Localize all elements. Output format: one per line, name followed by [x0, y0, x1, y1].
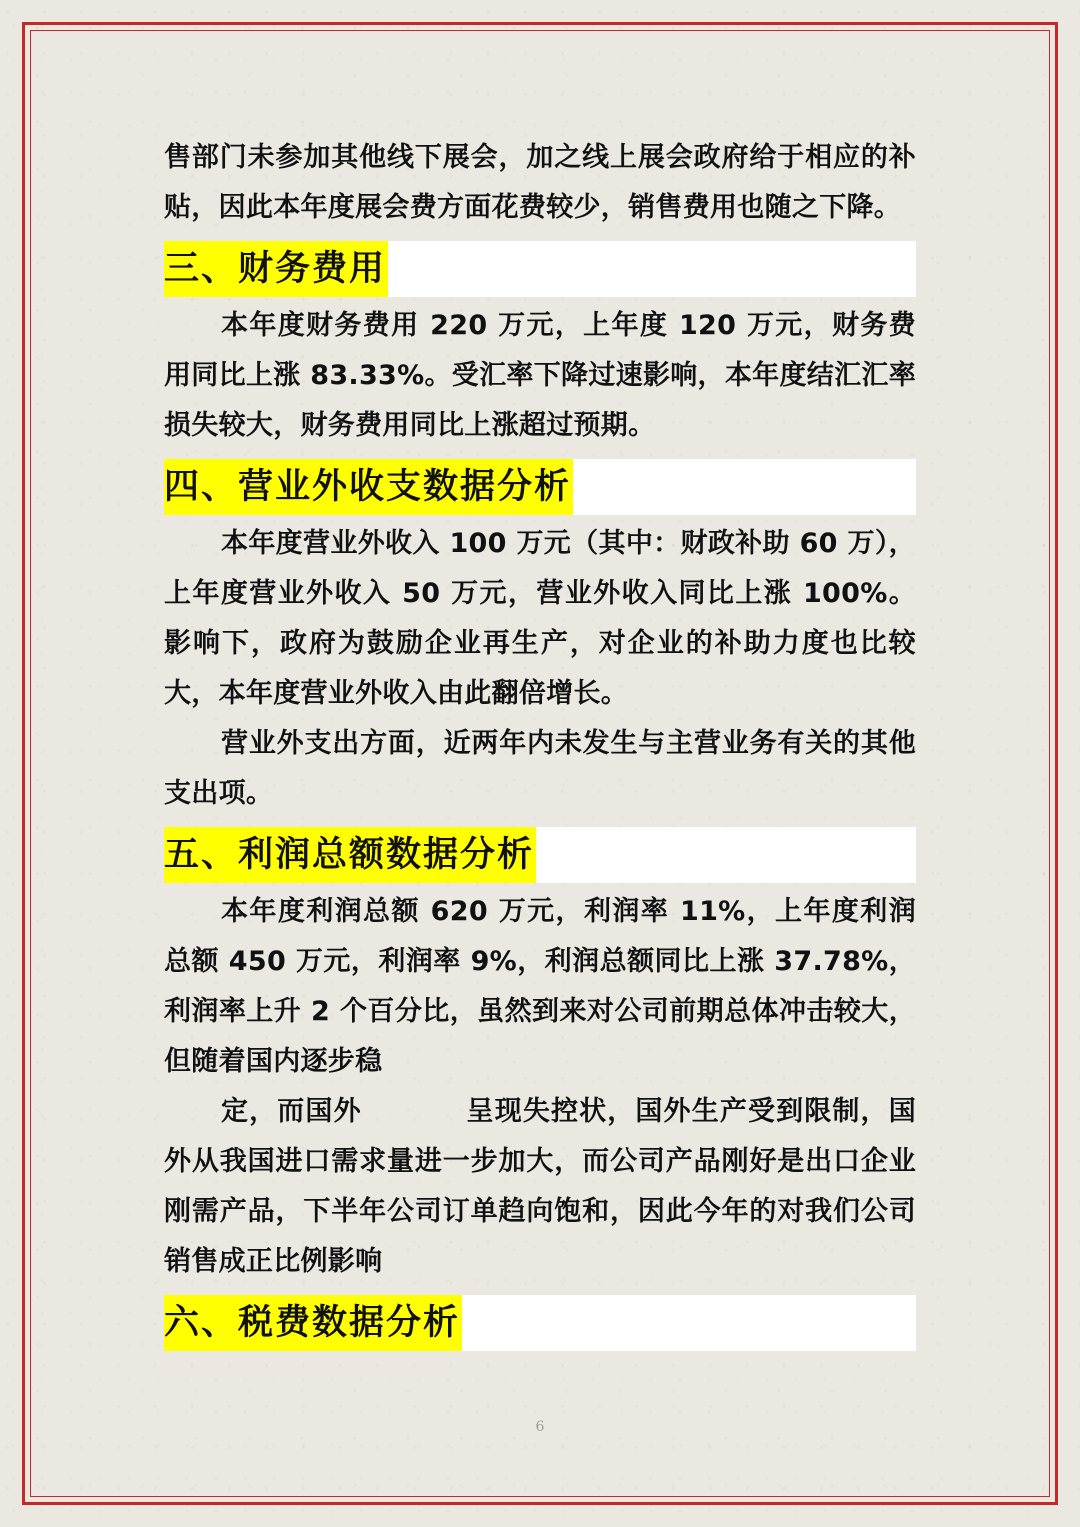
section-heading-total-profit [164, 827, 916, 883]
heading-text: 五、利润总额数据分析 [164, 827, 536, 883]
paragraph-non-operating-expense: 营业外支出方面，近两年内未发生与主营业务有关的其他支出项。 [164, 728, 916, 809]
paragraph-part-b: 呈现失控状，国外生产受到限制，国外从我国进口需求量进一步加大，而公司产品刚好是出口企业刚需产品，下半年公司订单趋向饱和，因此今年的对我们公司销售成正比例影响 [164, 1096, 916, 1277]
section-heading-tax [164, 1295, 916, 1351]
paragraph-financial-expense: 本年度财务费用 220 万元，上年度 120 万元，财务费用同比上涨 83.33%。受汇率下降过速影响，本年度结汇汇率损失较大，财务费用同比上涨超过预期。 [164, 310, 916, 441]
paragraph-non-operating-income: 本年度营业外收入 100 万元（其中：财政补助 60 万），上年度营业外收入 50 万元，营业外收入同比上涨 100%。影响下，政府为鼓励企业再生产，对企业的补助力度也比较大，本年度营业外收入由此翻倍增长。 [164, 528, 916, 709]
document-body [164, 133, 916, 1355]
paragraph-sales-expense-end: 售部门未参加其他线下展会，加之线上展会政府给于相应的补贴，因此本年度展会费方面花费较少，销售费用也随之下降。 [164, 142, 916, 223]
paragraph-total-profit: 本年度利润总额 620 万元，利润率 11%，上年度利润总额 450 万元，利润率 9%，利润总额同比上涨 37.78%，利润率上升 2 个百分比，虽然到来对公司前期总体冲击较大，但随着国内逐步稳 [164, 896, 916, 1077]
heading-text: 六、税费数据分析 [164, 1295, 462, 1351]
section-heading-non-operating [164, 459, 916, 515]
section-heading-financial-expense [164, 241, 916, 297]
paragraph-profit-continued [164, 1087, 916, 1287]
heading-text: 四、营业外收支数据分析 [164, 459, 573, 515]
heading-text: 三、财务费用 [164, 241, 388, 297]
page-number: 6 [535, 1419, 545, 1435]
paragraph-part-a: 定，而国外 [221, 1096, 362, 1127]
